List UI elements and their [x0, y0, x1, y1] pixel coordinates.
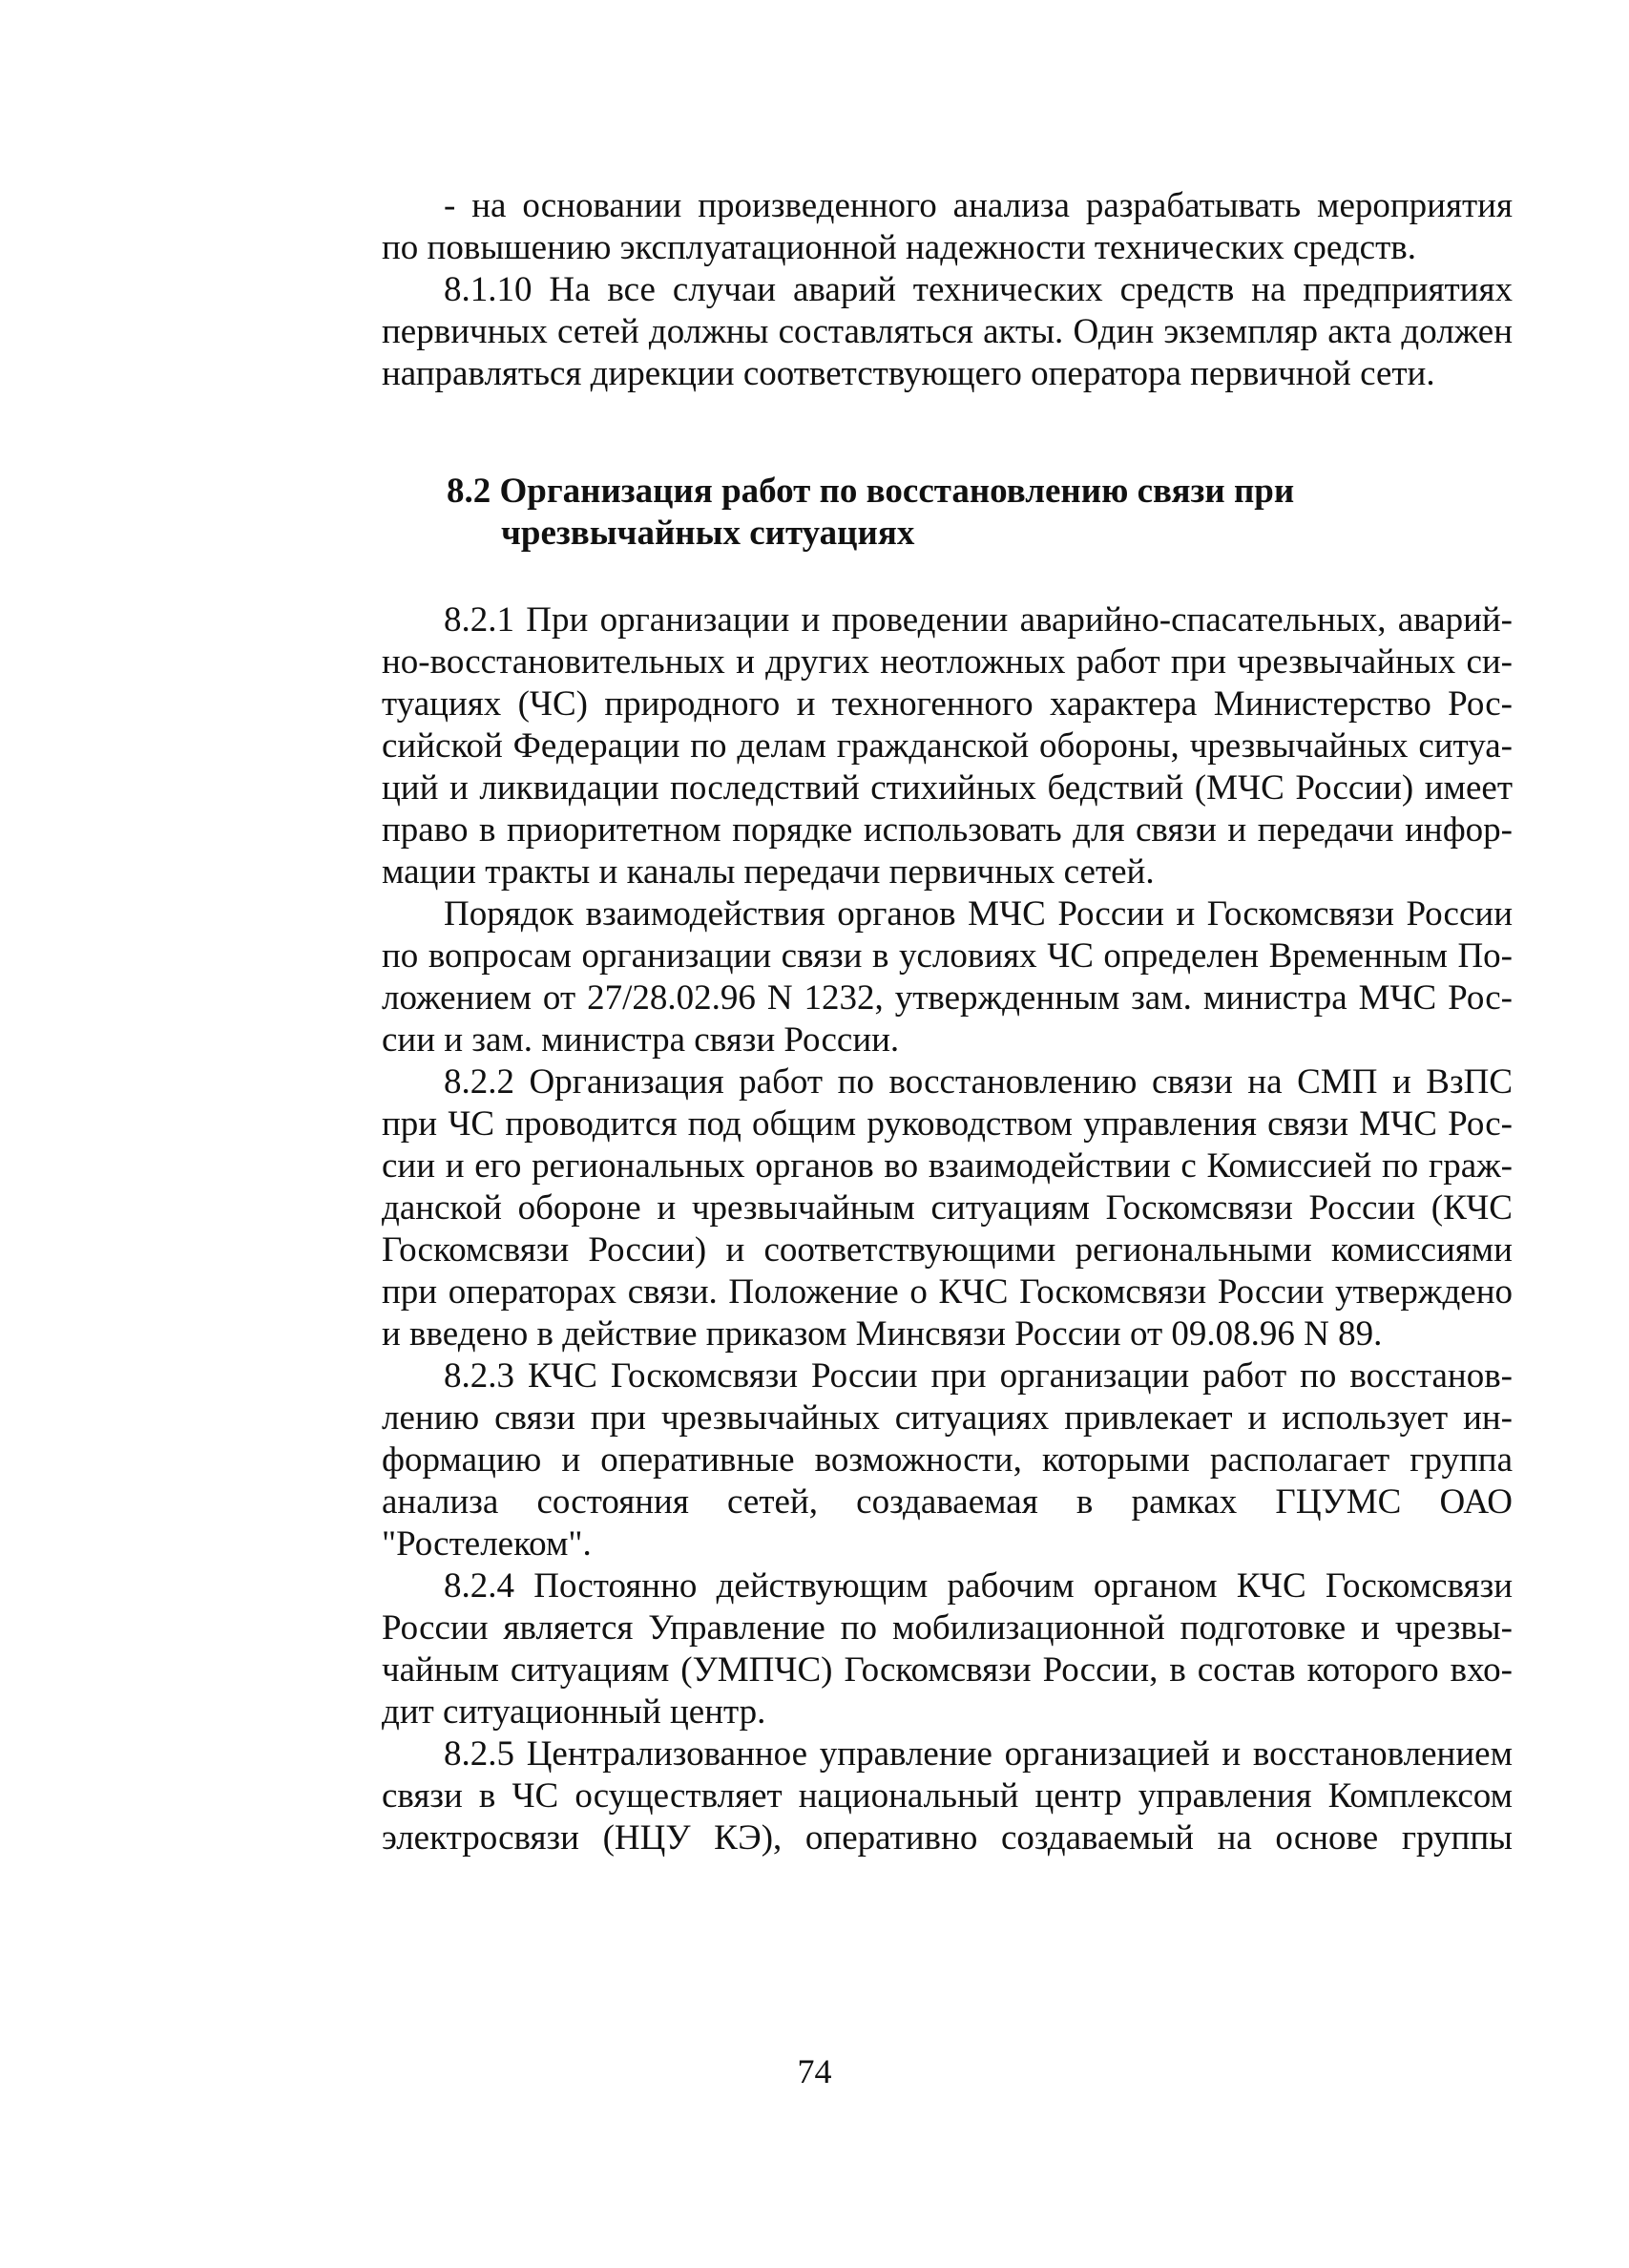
section-body — [382, 599, 1513, 1859]
text-line: первичных сетей должны составляться акты. Один экземпляр акта должен — [382, 312, 1513, 351]
text-line: лению связи при чрезвычайных ситуациях привлекает и использует ин- — [382, 1398, 1513, 1438]
text-line: при операторах связи. Положение о КЧС Госкомсвязи России утверждено — [382, 1272, 1513, 1312]
text-line: туациях (ЧС) природного и техногенного характера Министерство Рос- — [382, 684, 1513, 724]
page-number: 74 — [797, 2052, 832, 2090]
section-heading-line: 8.2 Организация работ по восстановлению связи при — [447, 472, 1295, 511]
text-line: по повышению эксплуатационной надежности технических средств. — [382, 228, 1416, 267]
text-line: электросвязи (НЦУ КЭ), оперативно создаваемый на основе группы — [382, 1818, 1513, 1858]
text-line: 8.1.10 На все случаи аварий технических средств на предприятиях — [444, 270, 1513, 309]
text-line: дит ситуационный центр. — [382, 1692, 766, 1732]
text-line: при ЧС проводится под общим руководством управления связи МЧС Рос- — [382, 1104, 1513, 1144]
text-line: чайным ситуациям (УМПЧС) Госкомсвязи России, в состав которого вхо- — [382, 1650, 1513, 1690]
text-line: 8.2.2 Организация работ по восстановлению связи на СМП и ВзПС — [444, 1062, 1513, 1102]
text-line: но-восстановительных и других неотложных работ при чрезвычайных си- — [382, 642, 1513, 682]
text-line: сийской Федерации по делам гражданской обороны, чрезвычайных ситуа- — [382, 726, 1513, 766]
text-line: мации тракты и каналы передачи первичных сетей. — [382, 852, 1155, 892]
text-line: 8.2.1 При организации и проведении аварийно-спасательных, аварий- — [444, 600, 1513, 640]
text-line: направляться дирекции соответствующего оператора первичной сети. — [382, 354, 1435, 393]
text-line: и введено в действие приказом Минсвязи России от 09.08.96 N 89. — [382, 1314, 1383, 1354]
text-line: сии и зам. министра связи России. — [382, 1020, 900, 1060]
text-line: ций и ликвидации последствий стихийных бедствий (МЧС России) имеет — [382, 768, 1513, 808]
text-line: Порядок взаимодействия органов МЧС России и Госкомсвязи России — [444, 894, 1513, 934]
text-line: Госкомсвязи России) и соответствующими региональными комиссиями — [382, 1230, 1513, 1270]
text-line: связи в ЧС осуществляет национальный центр управления Комплексом — [382, 1776, 1513, 1816]
text-line: анализа состояния сетей, создаваемая в рамках ГЦУМС ОАО — [382, 1482, 1513, 1522]
text-line: данской обороне и чрезвычайным ситуациям Госкомсвязи России (КЧС — [382, 1188, 1513, 1228]
text-line: "Ростелеком". — [382, 1524, 592, 1564]
text-line: сии и его региональных органов во взаимодействии с Комиссией по граж- — [382, 1146, 1513, 1186]
text-line: 8.2.4 Постоянно действующим рабочим органом КЧС Госкомсвязи — [444, 1566, 1513, 1606]
section-heading-line: чрезвычайных ситуациях — [501, 514, 915, 553]
text-line: России является Управление по мобилизационной подготовке и чрезвы- — [382, 1608, 1513, 1648]
text-line: ложением от 27/28.02.96 N 1232, утвержденным зам. министра МЧС Рос- — [382, 978, 1513, 1018]
text-line: 8.2.5 Централизованное управление организацией и восстановлением — [444, 1734, 1513, 1774]
text-line: право в приоритетном порядке использовать для связи и передачи инфор- — [382, 810, 1513, 850]
text-line: - на основании произведенного анализа разрабатывать мероприятия — [444, 186, 1513, 225]
text-line: 8.2.3 КЧС Госкомсвязи России при организации работ по восстанов- — [444, 1356, 1513, 1396]
text-line: по вопросам организации связи в условиях ЧС определен Временным По- — [382, 936, 1513, 976]
text-line: формацию и оперативные возможности, которыми располагает группа — [382, 1440, 1513, 1480]
section-heading — [382, 471, 1513, 555]
intro-text — [382, 185, 1513, 395]
